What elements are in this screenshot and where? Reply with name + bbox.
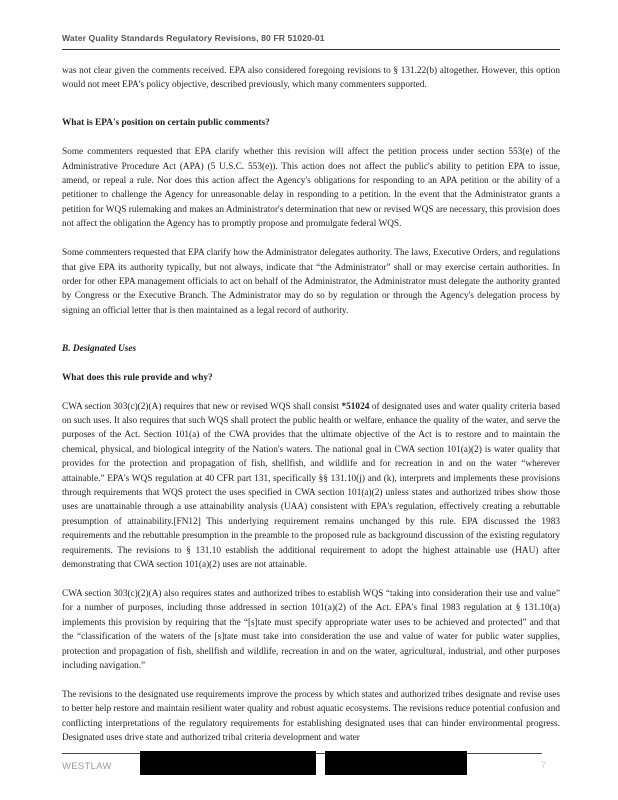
paragraph-petition: Some commenters requested that EPA clarify whether this revision will affect the petition process under section 553(e) of the Administrative Procedure Act (APA) (5 U.S.C. 553(e)). This action does not affect the public's ability to petition EPA to issue, amend, or repeal a rule. Nor does this action affect the Agency's obligations for responding to an APA petition or the ability of a petitioner to challenge the Agency for unreasonable delay in responding to a petition. In the event that the Administrator grants a petition for WQS rulemaking and makes an Administrator's determination that new or revised WQS are necessary, this provision does not affect the obligation the Agency has to promptly propose and promulgate federal WQS.: [62, 147, 560, 230]
header-divider: [62, 49, 560, 50]
running-header: Water Quality Standards Regulatory Revisions, 80 FR 51020-01: [62, 33, 325, 43]
star-page-marker: *51024: [341, 401, 370, 412]
paragraph-intro: was not clear given the comments received. EPA also considered foregoing revisions to § 131.22(b) altogether. However, this option would not meet EPA's policy objective, described previously, which many commenters supported.: [62, 66, 560, 91]
paragraph-text: of designated uses and water quality criteria based on such uses. It also requires that such WQS shall protect the public health or welfare, enhance the quality of the water, and serve the purposes of the Act. Section 101(a) of the CWA provides that the ultimate objective of the Act is to restore and to maintain the chemical, physical, and biological integrity of the Nation's waters. The national goal in CWA section 101(a)(2) is water quality that provides for the protection and propagation of fish, shellfish, and wildlife and for recreation in and on the water “wherever attainable.” EPA's WQS regulation at 40 CFR part 131, specifically §§ 131.10(j) and (k), interprets and implements these provisions through requirements that WQS protect the uses specified in CWA section 101(a)(2) unless states and authorized tribes show those uses are unattainable through a use attainability analysis (UAA) consistent with EPA's regulation, effectively creating a rebuttable presumption of attainability.[FN12] This underlying requirement remains unchanged by this rule. EPA discussed the 1983 requirements and the rebuttable presumption in the preamble to the proposed rule as background discussion of the existing regulatory requirements. The revisions to § 131.10 establish the additional requirement to adopt the highest attainable use (HAU) after demonstrating that CWA section 101(a)(2) uses are not attainable.: [62, 401, 560, 570]
question-heading-1: What is EPA's position on certain public comments?: [62, 118, 270, 129]
question-heading-2: What does this rule provide and why?: [62, 372, 213, 383]
paragraph-cwa-section: [62, 400, 560, 573]
westlaw-logo: WESTLAW: [62, 761, 112, 772]
section-heading-designated-uses: B. Designated Uses: [62, 343, 137, 354]
page-number: 7: [541, 760, 547, 770]
paragraph-revisions: The revisions to the designated use requirements improve the process by which states and authorized tribes designate and revise uses to better help restore and maintain resilient water quality and robust aquatic ecosystems. The revisions reduce potential confusion and conflicting interpretations of the regulatory requirements for establishing designated uses that can hinder environmental progress. Designated uses drive state and authorized tribal criteria development and water: [62, 689, 560, 744]
document-body: [62, 64, 560, 760]
paragraph-text: CWA section 303(c)(2)(A) requires that new or revised WQS shall consist: [62, 401, 342, 412]
spacer: [62, 107, 560, 116]
spacer: [62, 333, 560, 342]
paragraph-use-and-value: CWA section 303(c)(2)(A) also requires states and authorized tribes to establish WQS “taking into consideration their use and value” for a number of purposes, including those addressed in section 101(a)(2) of the Act. EPA's final 1983 regulation at § 131.10(a) implements this provision by requiring that the “[s]tate must specify appropriate water uses to be achieved and protected” and that the “classification of the waters of the [s]tate must take into consideration the use and value of water for public water supplies, protection and propagation of fish, shellfish and wildlife, recreation in and on the water, agricultural, industrial, and other purposes including navigation.”: [62, 588, 560, 671]
redaction-bar: [325, 751, 467, 775]
redaction-bar: [140, 751, 316, 775]
paragraph-delegation: Some commenters requested that EPA clarify how the Administrator delegates authority. The laws, Executive Orders, and regulations that give EPA its authority typically, but not always, indicate that “the Administrator” shall or may exercise certain authorities. In order for other EPA management officials to act on behalf of the Administrator, the Administrator must delegate the authority granted by Congress or the Executive Branch. The Administrator may do so by regulation or through the Agency's delegation process by signing an official letter that is then maintained as a legal record of authority.: [62, 248, 560, 316]
